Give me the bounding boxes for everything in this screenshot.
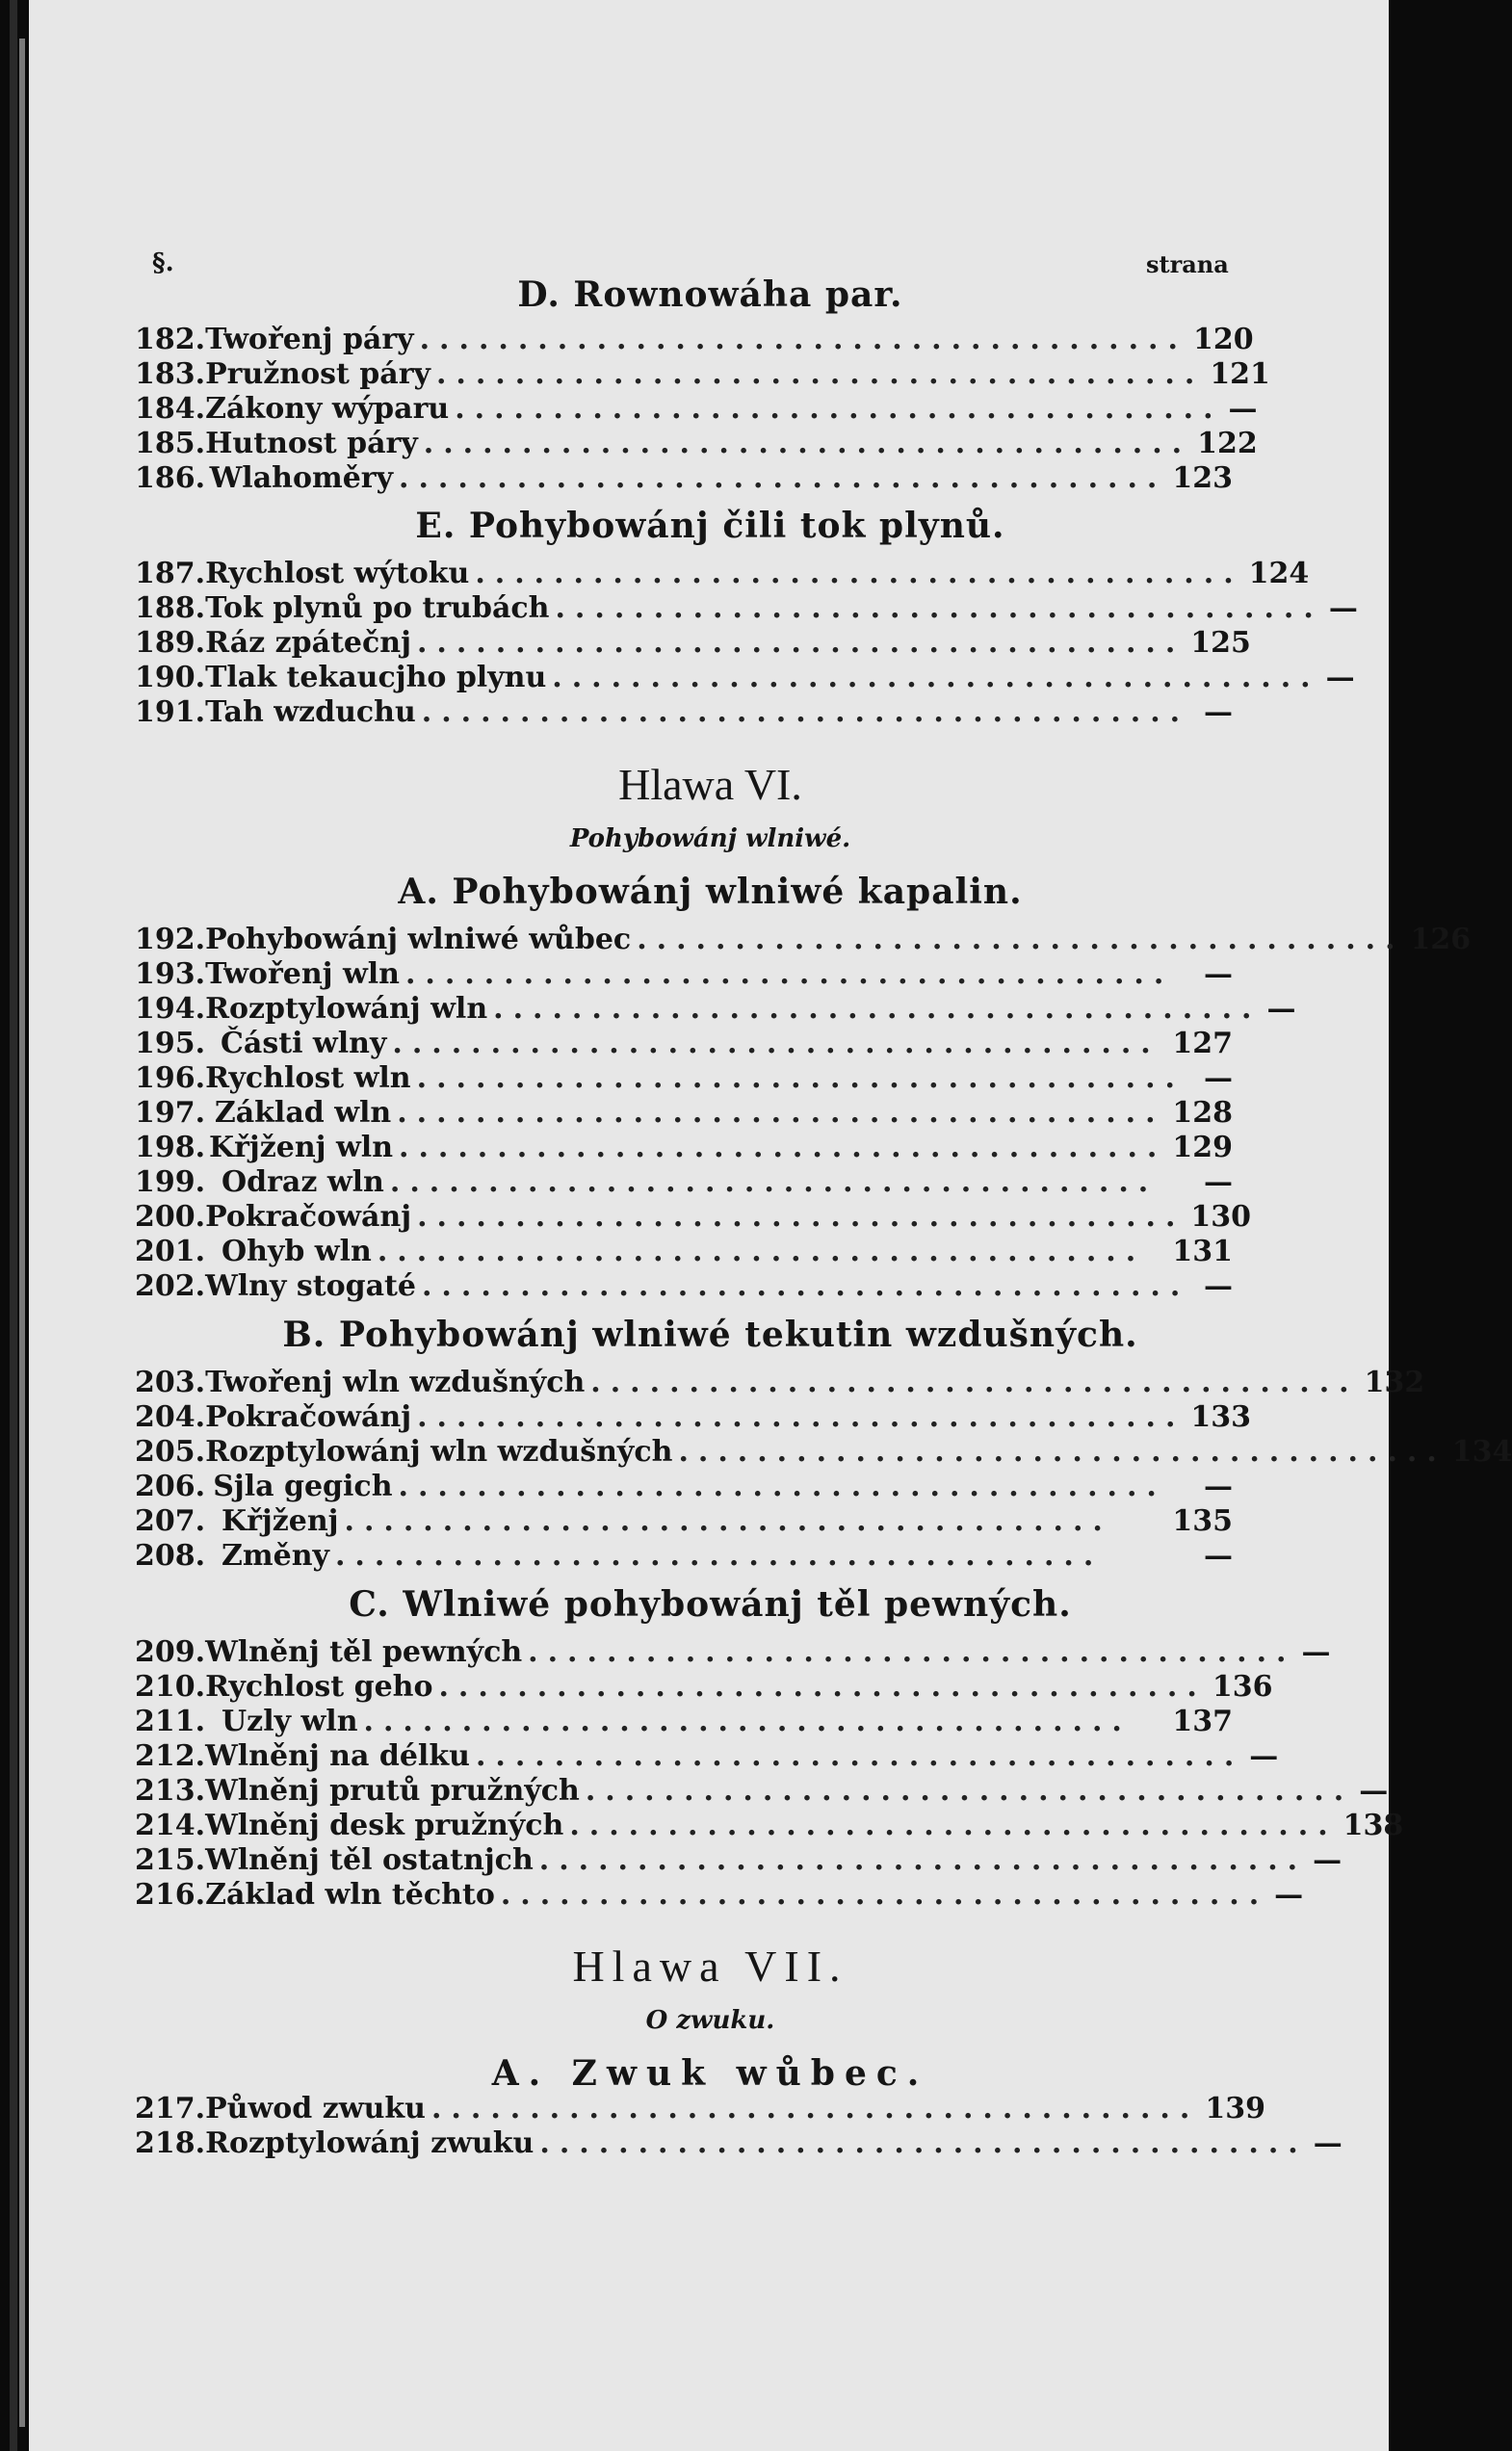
dot-leader: ....................................... <box>538 1843 1308 1877</box>
toc-entry[interactable] <box>135 1878 1304 1913</box>
toc-entry[interactable] <box>135 461 1233 496</box>
dot-leader: ....................................... <box>363 1705 1132 1738</box>
chapter-7-title: Hlawa VII. <box>572 1942 848 1991</box>
dot-leader: ....................................... <box>493 992 1262 1026</box>
toc-entry[interactable] <box>135 1705 1233 1739</box>
section-heading-7a: A. Zwuk wůbec. <box>491 2053 929 2094</box>
entry-number: 215. <box>135 1843 206 1877</box>
entry-number: 205. <box>135 1435 206 1469</box>
entry-number: 216. <box>135 1878 206 1912</box>
entry-title: Základ wln těchto <box>205 1878 495 1912</box>
entry-page: 138 <box>1343 1809 1404 1842</box>
toc-entry[interactable] <box>135 1131 1233 1165</box>
entry-page: 135 <box>1172 1504 1233 1538</box>
dot-leader: ....................................... <box>475 1739 1244 1773</box>
entry-title: Křjženj wln <box>209 1131 394 1164</box>
toc-entry[interactable] <box>135 992 1296 1027</box>
section-heading-e: E. Pohybowánj čili tok plynů. <box>415 506 1005 546</box>
entry-title: Wlněnj těl ostatnjch <box>205 1843 534 1877</box>
entry-number: 200. <box>135 1200 206 1234</box>
toc-entry[interactable] <box>135 957 1233 992</box>
entry-number: 183. <box>135 357 206 391</box>
entry-title: Pokračowánj <box>205 1400 412 1434</box>
dot-leader: ....................................... <box>417 1200 1186 1234</box>
toc-entry[interactable] <box>135 2126 1343 2161</box>
entry-title: Tok plynů po trubách <box>205 591 550 625</box>
entry-title: Odraz wln <box>222 1165 384 1199</box>
toc-entry[interactable] <box>135 923 1472 957</box>
entry-number: 190. <box>135 661 206 694</box>
chapter-7-subtitle: O zwuku. <box>645 2006 775 2035</box>
entry-page: 121 <box>1210 357 1270 391</box>
entry-number: 189. <box>135 626 206 660</box>
toc-entry[interactable] <box>135 557 1310 591</box>
entry-page: 131 <box>1172 1235 1233 1268</box>
entry-title: Rozptylowánj zwuku <box>205 2126 534 2160</box>
entry-title: Zákony wýparu <box>205 392 450 426</box>
toc-entry[interactable] <box>135 591 1358 626</box>
section-heading-6a: A. Pohybowánj wlniwé kapalin. <box>398 872 1023 912</box>
entry-title: Tlak tekaucjho plynu <box>205 661 547 694</box>
section-heading-6c: C. Wlniwé pohybowánj těl pewných. <box>349 1584 1072 1625</box>
toc-entry[interactable] <box>135 1027 1233 1061</box>
entry-number: 203. <box>135 1366 206 1399</box>
entry-page: 126 <box>1410 923 1472 956</box>
entry-number: 197. <box>135 1096 206 1130</box>
entry-number: 187. <box>135 557 206 590</box>
entry-page: — <box>1274 1878 1304 1912</box>
dot-leader: ....................................... <box>455 392 1223 426</box>
entry-number: 201. <box>135 1235 206 1268</box>
entry-page: — <box>1313 1843 1343 1877</box>
entry-page: — <box>1228 392 1258 426</box>
entry-number: 213. <box>135 1774 206 1808</box>
entry-title: Ráz zpátečnj <box>205 626 411 660</box>
toc-entry[interactable] <box>135 1843 1343 1878</box>
entry-page: — <box>1204 695 1233 729</box>
toc-entry[interactable] <box>135 1269 1233 1304</box>
toc-entry[interactable] <box>135 1809 1404 1843</box>
entry-page: 125 <box>1190 626 1251 660</box>
dot-leader: ....................................... <box>334 1539 1104 1573</box>
toc-entry[interactable] <box>135 427 1258 461</box>
entry-number: 191. <box>135 695 206 729</box>
dot-leader: ....................................... <box>475 557 1243 590</box>
toc-entry[interactable] <box>135 1635 1331 1670</box>
dot-leader: ....................................... <box>528 1635 1296 1669</box>
dot-leader: ....................................... <box>590 1366 1359 1399</box>
entry-title: Rozptylowánj wln wzdušných <box>205 1435 673 1469</box>
entry-title: Rychlost geho <box>205 1670 433 1704</box>
toc-entry[interactable] <box>135 1366 1425 1400</box>
toc-entry[interactable] <box>135 1774 1389 1809</box>
dot-leader: ....................................... <box>555 591 1323 625</box>
dot-leader: ....................................... <box>397 1096 1165 1130</box>
dot-leader: ....................................... <box>399 1131 1167 1164</box>
entry-title: Změny <box>222 1539 329 1573</box>
entry-number: 214. <box>135 1809 206 1842</box>
entry-title: Wlněnj prutů pružných <box>205 1774 580 1808</box>
entry-page: 139 <box>1205 2092 1265 2125</box>
dot-leader: ....................................... <box>377 1235 1146 1268</box>
chapter-6-subtitle: Pohybowánj wlniwé. <box>569 824 851 853</box>
entry-page: 123 <box>1172 461 1233 495</box>
toc-entry[interactable] <box>135 1739 1279 1774</box>
entry-title: Pokračowánj <box>205 1200 412 1234</box>
dot-leader: ....................................... <box>569 1809 1338 1842</box>
toc-entry[interactable] <box>135 2092 1265 2126</box>
entry-page: 136 <box>1212 1670 1273 1704</box>
entry-title: Twořenj wln wzdušných <box>205 1366 586 1399</box>
entry-title: Rychlost wýtoku <box>205 557 470 590</box>
entry-page: 122 <box>1197 427 1258 460</box>
dot-leader: ....................................... <box>539 2126 1308 2160</box>
toc-entry[interactable] <box>135 1165 1233 1200</box>
entry-number: 196. <box>135 1061 206 1095</box>
entry-number: 195. <box>135 1027 206 1060</box>
entry-page: 120 <box>1192 323 1254 356</box>
entry-number: 209. <box>135 1635 206 1669</box>
dot-leader: ....................................... <box>435 357 1205 391</box>
entry-number: 206. <box>135 1470 206 1503</box>
entry-number: 185. <box>135 427 206 460</box>
dot-leader: ....................................... <box>585 1774 1354 1808</box>
entry-number: 211. <box>135 1705 206 1738</box>
entry-page: — <box>1266 992 1296 1026</box>
dot-leader: ....................................... <box>404 957 1174 991</box>
entry-number: 204. <box>135 1400 206 1434</box>
entry-number: 208. <box>135 1539 206 1573</box>
entry-page: — <box>1204 1165 1233 1199</box>
entry-page: — <box>1204 1539 1233 1573</box>
dot-leader: ....................................... <box>430 2092 1200 2125</box>
dot-leader: ....................................... <box>678 1435 1447 1469</box>
entry-title: Twořenj páry <box>205 323 414 356</box>
entry-title: Ohyb wln <box>222 1235 372 1268</box>
entry-title: Pohybowánj wlniwé wůbec <box>205 923 632 956</box>
dot-leader: ....................................... <box>392 1027 1160 1060</box>
entry-title: Wlny stogaté <box>205 1269 416 1303</box>
entry-title: Základ wln <box>214 1096 392 1130</box>
dot-leader: ....................................... <box>389 1165 1159 1199</box>
entry-page: 133 <box>1190 1400 1252 1434</box>
toc-entry[interactable] <box>135 1400 1252 1435</box>
toc-entry[interactable] <box>135 1435 1512 1470</box>
entry-number: 198. <box>135 1131 206 1164</box>
dot-leader: ....................................... <box>438 1670 1207 1704</box>
entry-number: 194. <box>135 992 206 1026</box>
dot-leader: ....................................... <box>417 1400 1186 1434</box>
toc-entry[interactable] <box>135 1470 1233 1504</box>
dot-leader: ....................................... <box>399 461 1167 495</box>
entry-page: 128 <box>1172 1096 1233 1130</box>
section-heading-6b: B. Pohybowánj wlniwé tekutin wzdušných. <box>282 1315 1138 1355</box>
entry-number: 193. <box>135 957 206 991</box>
dot-leader: ....................................... <box>421 1269 1190 1303</box>
entry-number: 212. <box>135 1739 206 1773</box>
entry-title: Tah wzduchu <box>205 695 416 729</box>
dot-leader: ....................................... <box>398 1470 1166 1503</box>
entry-page: — <box>1328 591 1358 625</box>
dot-leader: ....................................... <box>637 923 1405 956</box>
dot-leader: ....................................... <box>500 1878 1269 1912</box>
entry-title: Rychlost wln <box>205 1061 411 1095</box>
entry-title: Rozptylowánj wln <box>205 992 488 1026</box>
entry-number: 184. <box>135 392 206 426</box>
entry-title: Pružnost páry <box>205 357 430 391</box>
toc-entry[interactable] <box>135 1670 1273 1705</box>
entry-page: — <box>1249 1739 1279 1773</box>
dot-leader: ....................................... <box>421 695 1190 729</box>
dot-leader: ....................................... <box>344 1504 1112 1538</box>
entry-number: 182. <box>135 323 206 356</box>
toc-entry[interactable] <box>135 392 1258 427</box>
entry-page: — <box>1204 1061 1233 1095</box>
toc-entry[interactable] <box>135 357 1270 392</box>
entry-number: 207. <box>135 1504 206 1538</box>
entry-page: — <box>1359 1774 1389 1808</box>
entry-title: Wlněnj desk pružných <box>205 1809 564 1842</box>
entry-page: — <box>1204 957 1233 991</box>
entry-number: 210. <box>135 1670 206 1704</box>
entry-number: 217. <box>135 2092 206 2125</box>
entry-page: 132 <box>1364 1366 1425 1399</box>
entry-page: 134 <box>1451 1435 1512 1469</box>
entry-title: Hutnost páry <box>205 427 418 460</box>
entry-title: Uzly wln <box>222 1705 358 1738</box>
toc-entry[interactable] <box>135 323 1254 357</box>
dot-leader: ....................................... <box>423 427 1192 460</box>
entry-page: — <box>1301 1635 1331 1669</box>
entry-number: 218. <box>135 2126 206 2160</box>
entry-title: Wlněnj těl pewných <box>205 1635 523 1669</box>
entry-title: Wlahoměry <box>209 461 394 495</box>
entry-title: Sjla gegich <box>213 1470 393 1503</box>
toc-entry[interactable] <box>135 1539 1233 1574</box>
chapter-6-title: Hlawa VI. <box>618 760 802 809</box>
dot-leader: ....................................... <box>416 626 1186 660</box>
dot-leader: ....................................... <box>552 661 1320 694</box>
entry-title: Křjženj <box>222 1504 339 1538</box>
entry-number: 192. <box>135 923 206 956</box>
entry-page: 127 <box>1172 1027 1233 1060</box>
toc-entry[interactable] <box>135 661 1355 695</box>
entry-page: — <box>1313 2126 1343 2160</box>
dot-leader: ....................................... <box>416 1061 1185 1095</box>
section-heading-d: D. Rownowáha par. <box>517 274 903 315</box>
entry-page: — <box>1325 661 1355 694</box>
toc-entry[interactable] <box>135 695 1233 730</box>
section-mark-header: §. <box>152 248 174 277</box>
entry-number: 186. <box>135 461 206 495</box>
entry-page: 124 <box>1248 557 1310 590</box>
entry-page: — <box>1204 1269 1233 1303</box>
entry-title: Půwod zwuku <box>205 2092 426 2125</box>
toc-entry[interactable] <box>135 1235 1233 1269</box>
entry-title: Části wlny <box>221 1027 387 1060</box>
toc-entry[interactable] <box>135 1096 1233 1131</box>
toc-entry[interactable] <box>135 1504 1233 1539</box>
toc-entry[interactable] <box>135 1200 1252 1235</box>
entry-page: — <box>1204 1470 1233 1503</box>
page-column-header: strana <box>1146 250 1229 278</box>
entry-page: 129 <box>1172 1131 1233 1164</box>
entry-page: 130 <box>1190 1200 1252 1234</box>
entry-title: Wlněnj na délku <box>205 1739 470 1773</box>
entry-title: Twořenj wln <box>205 957 400 991</box>
toc-entry[interactable] <box>135 1061 1233 1096</box>
entry-number: 199. <box>135 1165 206 1199</box>
entry-number: 188. <box>135 591 206 625</box>
toc-entry[interactable] <box>135 626 1251 661</box>
entry-page: 137 <box>1172 1705 1233 1738</box>
dot-leader: ....................................... <box>419 323 1187 356</box>
entry-number: 202. <box>135 1269 206 1303</box>
